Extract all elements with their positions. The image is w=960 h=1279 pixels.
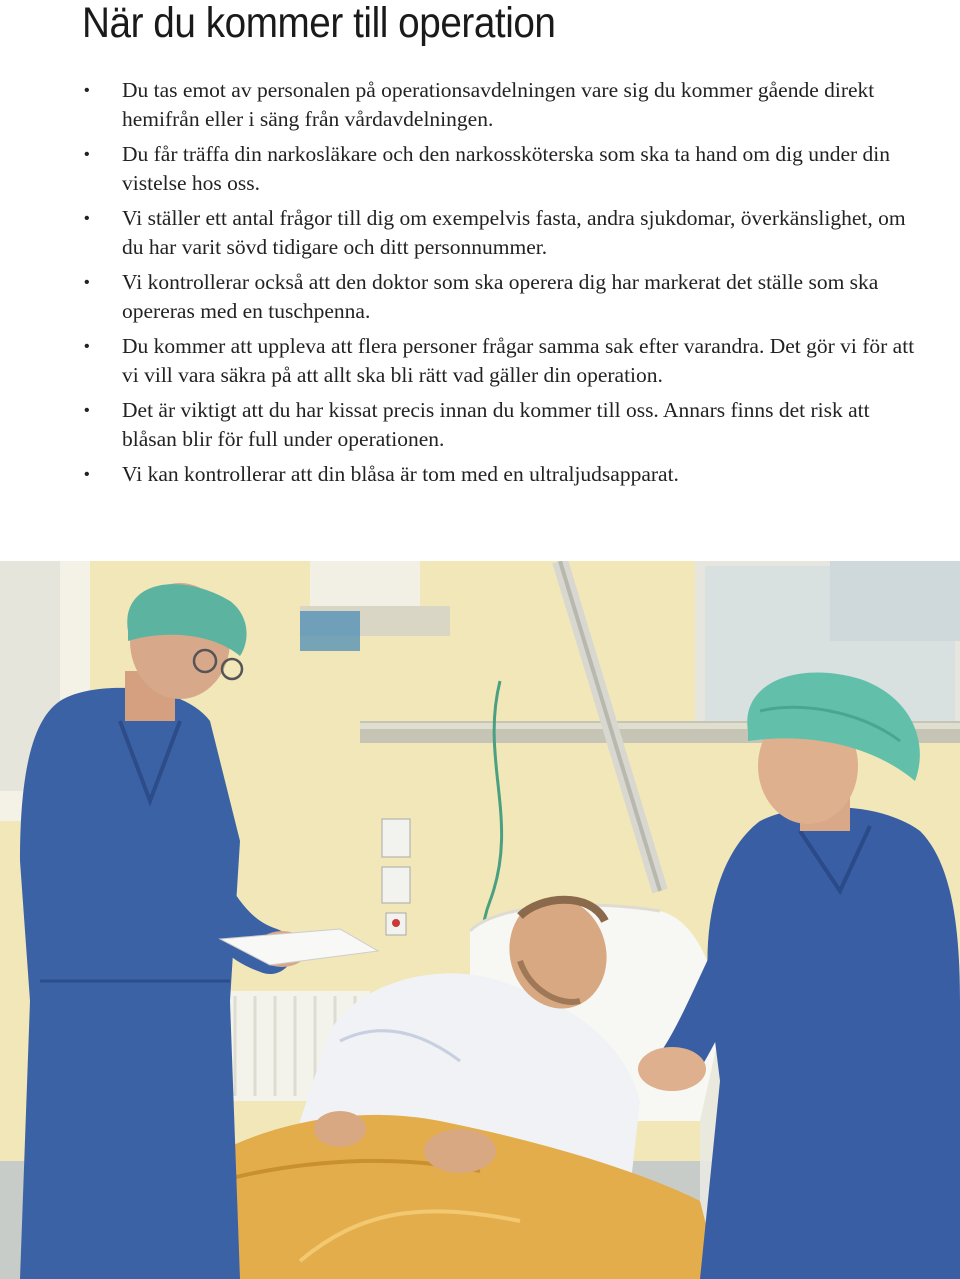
patient-hand bbox=[314, 1111, 366, 1147]
list-item bbox=[0, 204, 960, 262]
list-item bbox=[0, 460, 960, 489]
bullet-icon: • bbox=[84, 82, 90, 99]
bullet-icon: • bbox=[84, 466, 90, 483]
list-item-text: Det är viktigt att du har kissat precis innan du kommer till oss. Annars finns det risk att blåsan blir för full under operationen. bbox=[122, 398, 870, 451]
list-item bbox=[0, 268, 960, 326]
list-item bbox=[0, 332, 960, 390]
page-title: När du kommer till operation bbox=[82, 0, 556, 47]
nurse-hand bbox=[638, 1047, 706, 1091]
list-item bbox=[0, 396, 960, 454]
bullet-icon: • bbox=[84, 402, 90, 419]
list-item-text: Du tas emot av personalen på operationsavdelningen vare sig du kommer gående direkt hemifrån eller i säng från vårdavdelningen. bbox=[122, 78, 875, 131]
doctor-scrubs bbox=[20, 688, 240, 1279]
list-item bbox=[0, 140, 960, 198]
patient-hand bbox=[424, 1129, 496, 1173]
iv-bag bbox=[300, 611, 360, 651]
bullet-icon: • bbox=[84, 146, 90, 163]
bullet-list bbox=[0, 76, 960, 495]
bullet-icon: • bbox=[84, 338, 90, 355]
wall-outlet bbox=[382, 819, 410, 857]
bullet-icon: • bbox=[84, 274, 90, 291]
photo-illustration bbox=[0, 561, 960, 1279]
list-item-text: Du får träffa din narkosläkare och den narkossköterska som ska ta hand om dig under din vistelse hos oss. bbox=[122, 142, 891, 195]
list-item-text: Vi ställer ett antal frågor till dig om exempelvis fasta, andra sjukdomar, överkänslighet, om du har varit sövd tidigare och ditt personnummer. bbox=[122, 206, 906, 259]
bullet-icon: • bbox=[84, 210, 90, 227]
hospital-photo bbox=[0, 561, 960, 1279]
list-item-text: Du kommer att uppleva att flera personer frågar samma sak efter varandra. Det gör vi för att vi vill vara säkra på att allt ska bli rätt vad gäller din operation. bbox=[122, 334, 915, 387]
list-item-text: Vi kan kontrollerar att din blåsa är tom med en ultraljudsapparat. bbox=[122, 462, 679, 486]
wall-outlet bbox=[382, 867, 410, 903]
list-item-text: Vi kontrollerar också att den doktor som ska operera dig har markerat det ställe som ska opereras med en tuschpenna. bbox=[122, 270, 879, 323]
list-item bbox=[0, 76, 960, 134]
